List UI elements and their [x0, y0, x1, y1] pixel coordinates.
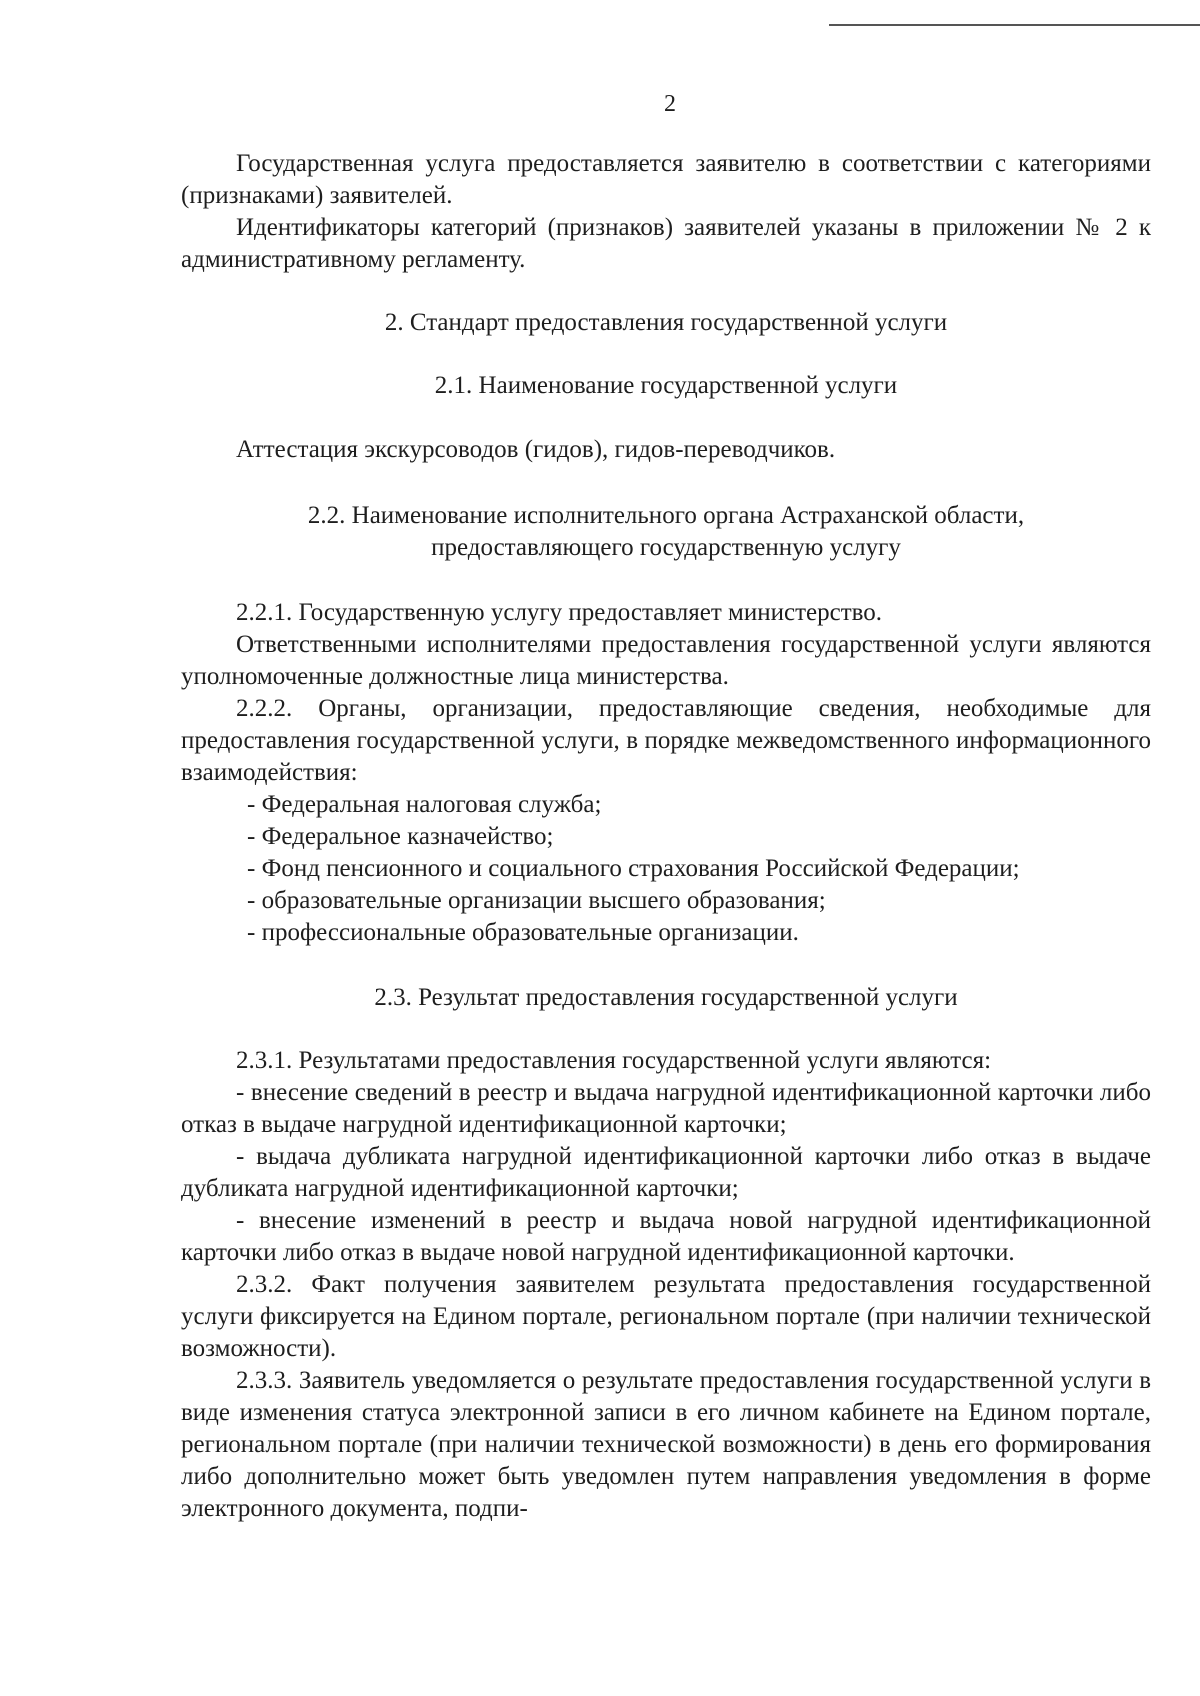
- intro-paragraph-1: Государственная услуга предоставляется заявителю в соответствии с категориями (признаками) заявителей.: [181, 150, 1151, 209]
- section-2-2-responsible-paragraph: Ответственными исполнителями предоставления государственной услуги являются уполномоченные должностные лица министерства.: [181, 631, 1151, 690]
- list-item: - Федеральная налоговая служба;: [247, 791, 602, 818]
- top-rule: [829, 24, 1200, 26]
- service-name: Аттестация экскурсоводов (гидов), гидов-переводчиков.: [236, 436, 836, 463]
- list-item: - Фонд пенсионного и социального страхования Российской Федерации;: [247, 855, 1020, 882]
- section-2-heading: 2. Стандарт предоставления государственной услуги: [384, 309, 948, 336]
- section-2-2-heading-line2: предоставляющего государственную услугу: [431, 534, 901, 561]
- list-item: - профессиональные образовательные организации.: [247, 919, 799, 946]
- list-item: - образовательные организации высшего образования;: [247, 887, 826, 914]
- section-2-3-heading: 2.3. Результат предоставления государственной услуги: [374, 984, 958, 1011]
- section-2-1-text-block: [181, 434, 1151, 466]
- section-2-3-2-paragraph: 2.3.2. Факт получения заявителем результата предоставления государственной услуги фиксируется на Едином портале, региональном портале (при наличии технической возможности).: [181, 1271, 1151, 1362]
- section-2-2-block: [181, 597, 1151, 949]
- result-item-3: - внесение изменений в реестр и выдача новой нагрудной идентификационной карточки либо отказ в выдаче новой нагрудной идентификационной карточки.: [181, 1207, 1151, 1266]
- section-2-2-1-paragraph: 2.2.1. Государственную услугу предоставляет министерство.: [236, 599, 883, 626]
- section-2-3-3-paragraph: 2.3.3. Заявитель уведомляется о результате предоставления государственной услуги в виде изменения статуса электронной записи в его личном кабинете на Едином портале, региональном портале (при наличии технической возможности) в день его формирования либо дополнительно может быть уведомлен путем направления уведомления в форме электронного документа, подпи-: [181, 1367, 1151, 1522]
- section-2-2-heading-line1: 2.2. Наименование исполнительного органа Астраханской области,: [307, 502, 1025, 529]
- page-number: 2: [664, 91, 676, 117]
- section-2-2-2-paragraph: 2.2.2. Органы, организации, предоставляющие сведения, необходимые для предоставления государственной услуги, в порядке межведомственного информационного взаимодействия:: [181, 695, 1151, 786]
- section-2-1-heading: 2.1. Наименование государственной услуги: [434, 372, 898, 399]
- result-item-1: - внесение сведений в реестр и выдача нагрудной идентификационной карточки либо отказ в выдаче нагрудной идентификационной карточки;: [181, 1079, 1151, 1138]
- intro-paragraph-2: Идентификаторы категорий (признаков) заявителей указаны в приложении № 2 к административному регламенту.: [181, 214, 1151, 273]
- section-2-3-block: [181, 1045, 1151, 1525]
- intro-block: [181, 148, 1151, 276]
- list-item: - Федеральное казначейство;: [247, 823, 554, 850]
- result-item-2: - выдача дубликата нагрудной идентификационной карточки либо отказ в выдаче дубликата нагрудной идентификационной карточки;: [181, 1143, 1151, 1202]
- section-2-3-1-paragraph: 2.3.1. Результатами предоставления государственной услуги являются:: [236, 1047, 992, 1074]
